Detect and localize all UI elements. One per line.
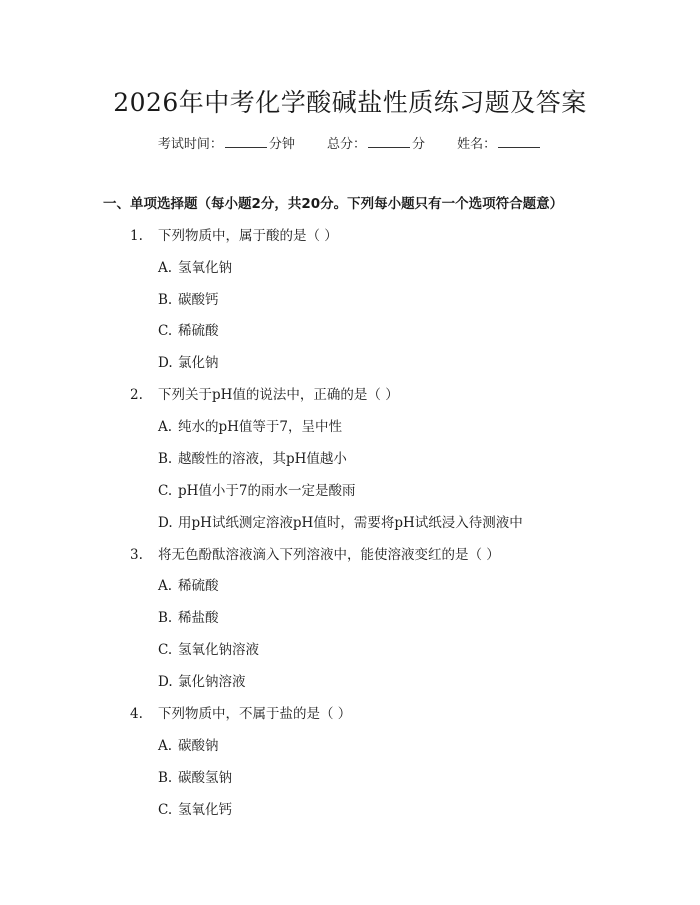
option (158, 415, 342, 435)
option-text: 氯化钠 (178, 355, 219, 371)
exam-score (327, 137, 429, 152)
score-label: 总分： (326, 137, 366, 152)
option-letter: D. (158, 515, 173, 531)
option-letter: C. (158, 483, 173, 499)
option (158, 447, 347, 467)
question-text: 下列物质中，属于酸的是（ ） (158, 228, 338, 244)
option-text: 氢氧化钙 (178, 802, 232, 818)
option (158, 319, 219, 339)
option-letter: D. (158, 355, 173, 371)
option-letter: A. (158, 419, 173, 435)
option (158, 511, 523, 531)
option-text: 稀硫酸 (178, 578, 219, 594)
option-text: 碳酸钠 (178, 738, 219, 754)
time-blank (225, 137, 267, 148)
option (158, 288, 219, 308)
question (130, 383, 399, 403)
option (158, 574, 219, 594)
option (158, 638, 259, 658)
option (158, 798, 232, 818)
option (158, 670, 246, 690)
score-blank (368, 137, 410, 148)
question (130, 702, 351, 722)
option-letter: C. (158, 323, 173, 339)
option-text: 氯化钠溶液 (178, 674, 246, 690)
option-letter: D. (158, 674, 173, 690)
option (158, 734, 219, 754)
section-heading: 一、单项选择题（每小题2分，共20分。下列每小题只有一个选项符合题意） (103, 196, 564, 212)
question (130, 224, 338, 244)
option-letter: B. (158, 770, 173, 786)
page-title: 2026年中考化学酸碱盐性质练习题及答案 (113, 88, 587, 117)
option-letter: A. (158, 260, 173, 276)
option-text: pH值小于7的雨水一定是酸雨 (178, 483, 356, 499)
score-unit: 分 (412, 137, 426, 152)
option-letter: A. (158, 738, 173, 754)
option-letter: B. (158, 451, 173, 467)
option-letter: A. (158, 578, 173, 594)
exam-meta (0, 133, 700, 152)
exam-time (158, 137, 299, 152)
question-number: 1. (130, 228, 143, 244)
option-letter: B. (158, 610, 173, 626)
option-text: 纯水的pH值等于7，呈中性 (178, 419, 343, 435)
question-number: 3. (130, 547, 143, 563)
option (158, 766, 232, 786)
exam-name (457, 137, 542, 152)
option-text: 碳酸钙 (178, 292, 219, 308)
name-blank (498, 137, 540, 148)
option-text: 用pH试纸测定溶液pH值时，需要将pH试纸浸入待测液中 (178, 515, 523, 531)
question-number: 2. (130, 387, 143, 403)
question-text: 将无色酚酞溶液滴入下列溶液中，能使溶液变红的是（ ） (158, 547, 500, 563)
question-text: 下列物质中，不属于盐的是（ ） (158, 706, 352, 722)
time-unit: 分钟 (268, 137, 295, 152)
option-text: 氢氧化钠溶液 (178, 642, 259, 658)
option-text: 越酸性的溶液，其pH值越小 (178, 451, 347, 467)
question (130, 543, 500, 563)
option (158, 256, 232, 276)
option (158, 479, 356, 499)
question-number: 4. (130, 706, 143, 722)
option-text: 稀盐酸 (178, 610, 219, 626)
option-text: 稀硫酸 (178, 323, 219, 339)
option-letter: C. (158, 802, 173, 818)
time-label: 考试时间： (157, 137, 223, 152)
question-text: 下列关于pH值的说法中，正确的是（ ） (158, 387, 399, 403)
option-text: 氢氧化钠 (178, 260, 232, 276)
option-letter: C. (158, 642, 173, 658)
option-text: 碳酸氢钠 (178, 770, 232, 786)
option (158, 351, 219, 371)
name-label: 姓名： (457, 137, 497, 152)
option-letter: B. (158, 292, 173, 308)
option (158, 606, 219, 626)
